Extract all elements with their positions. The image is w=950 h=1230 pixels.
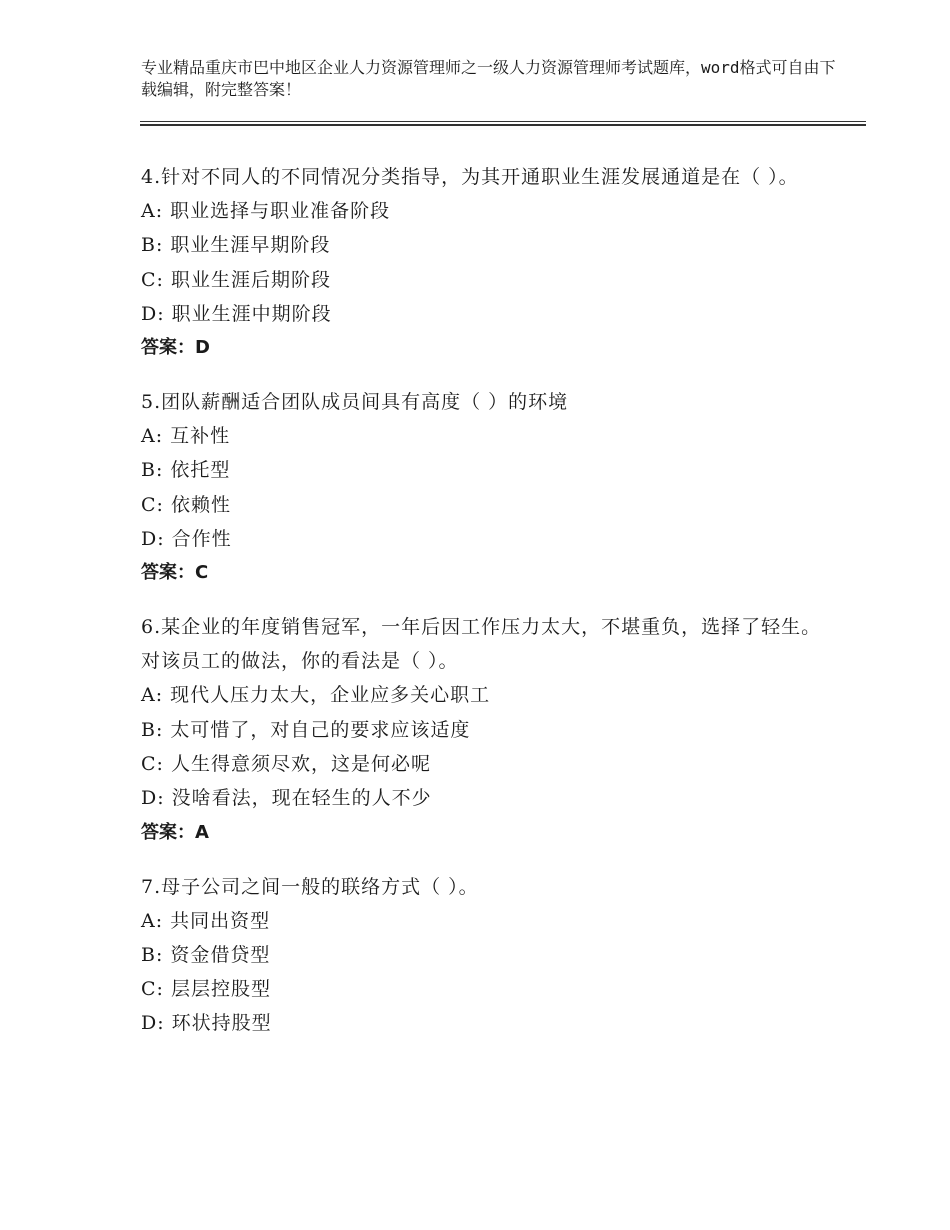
question-5: [141, 385, 831, 590]
question-stem: 7.母子公司之间一般的联络方式（ ）。: [141, 875, 479, 898]
option-d: D: 职业生涯中期阶段: [141, 302, 332, 325]
option-d: D: 合作性: [141, 528, 232, 551]
option-c: C: 人生得意须尽欢，这是何必呢: [141, 752, 431, 775]
question-7: [141, 870, 831, 1041]
question-stem: 6.某企业的年度销售冠军，一年后因工作压力太大，不堪重负，选择了轻生。对该员工的做法，你的看法是（ ）。: [141, 616, 822, 673]
option-b: B: 职业生涯早期阶段: [141, 234, 331, 257]
option-b: B: 太可惜了，对自己的要求应该适度: [141, 718, 471, 741]
option-a: A: 职业选择与职业准备阶段: [141, 200, 391, 222]
answer-label: 答案：D: [141, 337, 210, 359]
option-b: B: 资金借贷型: [141, 943, 271, 966]
question-stem: 5.团队薪酬适合团队成员间具有高度（ ）的环境: [141, 391, 569, 414]
question-stem: 4.针对不同人的不同情况分类指导，为其开通职业生涯发展通道是在（ ）。: [141, 166, 799, 188]
option-a: A: 互补性: [141, 425, 231, 448]
answer-label: 答案：C: [141, 562, 209, 584]
option-a: A: 现代人压力太大，企业应多关心职工: [141, 684, 491, 707]
question-6: [141, 610, 831, 849]
option-c: C: 依赖性: [141, 493, 231, 516]
question-4: [141, 160, 831, 365]
option-c: C: 职业生涯后期阶段: [141, 268, 331, 291]
option-d: D: 环状持股型: [141, 1012, 272, 1035]
option-a: A: 共同出资型: [141, 909, 271, 932]
question-list: [141, 160, 831, 1061]
answer-label: 答案：A: [141, 821, 209, 843]
option-b: B: 依托型: [141, 459, 231, 482]
document-header: 专业精品重庆市巴中地区企业人力资源管理师之一级人力资源管理师考试题库，word格式可自由下载编辑，附完整答案！: [141, 58, 836, 99]
option-d: D: 没啥看法，现在轻生的人不少: [141, 787, 432, 810]
header-divider: [140, 121, 866, 126]
option-c: C: 层层控股型: [141, 978, 271, 1001]
